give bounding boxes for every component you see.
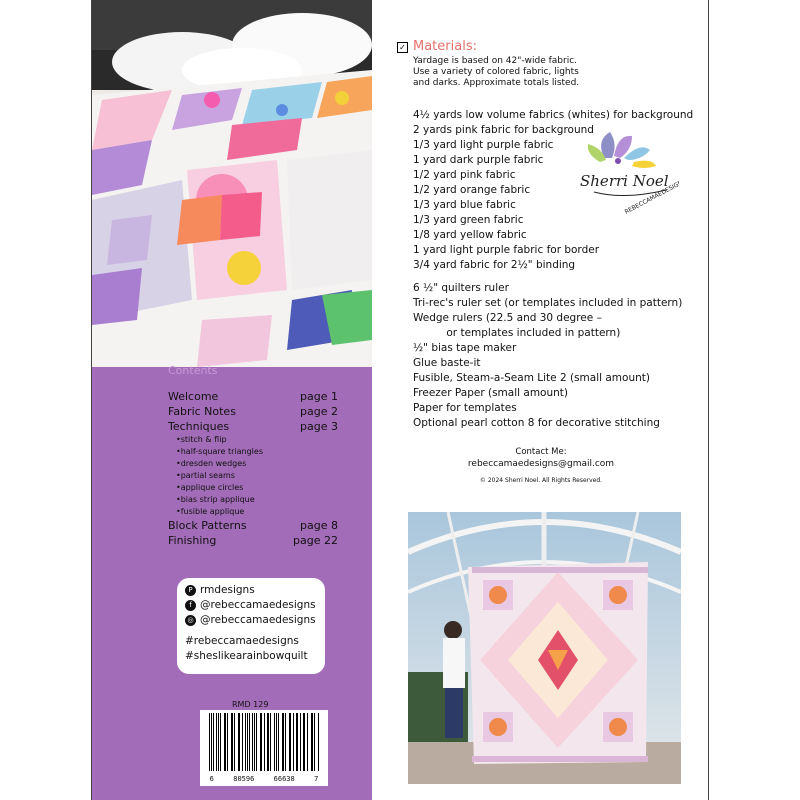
instagram-handle: @rebeccamaedesigns <box>200 614 316 626</box>
fabric-item: 1/3 yard green fabric <box>413 214 524 226</box>
contents-heading: Contents <box>168 364 218 377</box>
barcode-bar <box>274 713 275 771</box>
tool-item: or templates included in pattern) <box>413 327 621 339</box>
fabric-item: 1 yard dark purple fabric <box>413 154 544 166</box>
fabric-item: 1/8 yard yellow fabric <box>413 229 527 241</box>
toc-subitem: •applique circles <box>176 483 244 492</box>
toc-label: Welcome <box>168 390 219 403</box>
barcode-bar <box>234 713 235 771</box>
fabric-item: 1/2 yard pink fabric <box>413 169 516 181</box>
barcode-bar <box>307 713 308 771</box>
pinterest-handle: rmdesigns <box>200 584 255 596</box>
tool-item: Tri-rec's ruler set (or templates included in pattern) <box>413 297 683 309</box>
toc-label: Finishing <box>168 534 217 547</box>
barcode-bar <box>256 713 257 771</box>
barcode-bar <box>285 713 286 771</box>
toc-row <box>168 404 338 419</box>
tool-item: Fusible, Steam-a-Seam Lite 2 (small amount) <box>413 372 650 384</box>
instagram-row <box>185 613 317 628</box>
toc-page: page 1 <box>300 390 338 403</box>
fabric-item: 3/4 yard fabric for 2½" binding <box>413 259 576 271</box>
tool-item: ½" bias tape maker <box>413 342 517 354</box>
barcode-digit: 66638 <box>273 775 295 783</box>
toc-row <box>168 518 338 533</box>
toc-row <box>168 419 338 434</box>
tool-item: Wedge rulers (22.5 and 30 degree – <box>413 312 602 324</box>
fabric-item: 2 yards pink fabric for background <box>413 124 594 136</box>
toc-subitem: •partial seams <box>176 471 235 480</box>
fabric-item: 1/3 yard light purple fabric <box>413 139 554 151</box>
materials-note-line: Yardage is based on 42"-wide fabric. <box>413 56 578 66</box>
pinterest-icon: P <box>185 585 196 596</box>
barcode-bar <box>242 713 243 771</box>
instagram-icon: ◎ <box>185 615 196 626</box>
toc-subitem: •bias strip applique <box>176 495 255 504</box>
fabric-item: 1/3 yard blue fabric <box>413 199 516 211</box>
toc-page: page 3 <box>300 420 338 433</box>
facebook-icon: f <box>185 600 196 611</box>
barcode-bar <box>252 713 253 771</box>
barcode-bar <box>209 713 210 771</box>
barcode-bar <box>311 713 312 771</box>
materials-note-line: and darks. Approximate totals listed. <box>413 78 580 88</box>
barcode-bar <box>270 713 271 771</box>
fabric-item: 4½ yards low volume fabrics (whites) for background <box>413 109 694 121</box>
barcode-bar <box>218 713 219 771</box>
tools-list <box>413 281 708 431</box>
toc-page: page 22 <box>293 534 338 547</box>
product-code: RMD 129 <box>232 700 269 709</box>
table-of-contents <box>168 389 338 548</box>
toc-label: Block Patterns <box>168 519 247 532</box>
barcode-bar <box>300 713 301 771</box>
barcode-digit: 80596 <box>233 775 255 783</box>
barcode-bar <box>297 713 298 771</box>
barcode-bar <box>261 713 262 771</box>
barcode-digit: 7 <box>314 775 319 783</box>
hashtags <box>185 634 317 664</box>
fabric-item: 1 yard light purple fabric for border <box>413 244 600 256</box>
barcode-bar <box>290 713 291 771</box>
barcode-bar <box>216 713 217 771</box>
toc-page: page 2 <box>300 405 338 418</box>
checkbox-icon: ✓ <box>397 42 408 53</box>
toc-subitem: •dresden wedges <box>176 459 247 468</box>
sherri-noel-logo <box>574 128 679 220</box>
toc-label: Techniques <box>168 420 230 433</box>
toc-label: Fabric Notes <box>168 405 236 418</box>
contact-label: Contact Me: <box>515 447 567 457</box>
left-sidebar <box>92 0 372 800</box>
toc-row <box>168 389 338 404</box>
tool-item: Optional pearl cotton 8 for decorative stitching <box>413 417 660 429</box>
barcode-bar <box>318 713 319 771</box>
logo-site: REBECCAMAEDESIGNS.COM <box>623 169 679 216</box>
copyright: © 2024 Sherri Noel. All Rights Reserved. <box>479 477 603 484</box>
toc-subitem: •half-square triangles <box>176 447 263 456</box>
pattern-back-cover <box>91 0 709 800</box>
materials-heading: Materials: <box>413 39 477 54</box>
toc-row <box>168 533 338 548</box>
barcode <box>200 710 328 786</box>
barcode-bars <box>209 713 319 771</box>
materials-note <box>413 56 583 89</box>
barcode-bar <box>278 713 279 771</box>
hashtag: #sheslikearainbowquilt <box>185 650 308 662</box>
logo-name: Sherri Noel <box>580 172 669 190</box>
toc-subitem: •stitch & flip <box>176 435 227 444</box>
quilt-display-photo <box>408 512 681 784</box>
tool-item: Glue baste-it <box>413 357 481 369</box>
tool-item: Paper for templates <box>413 402 517 414</box>
toc-page: page 8 <box>300 519 338 532</box>
facebook-row <box>185 598 317 613</box>
contact-email[interactable]: rebeccamaedesigns@gmail.com <box>467 459 615 469</box>
barcode-bar <box>231 713 232 771</box>
barcode-digits <box>200 775 328 783</box>
right-content <box>372 0 709 800</box>
barcode-digit: 6 <box>209 775 214 783</box>
barcode-bar <box>249 713 250 771</box>
hashtag: #rebeccamaedesigns <box>185 635 299 647</box>
materials-note-line: Use a variety of colored fabric, lights <box>413 67 579 77</box>
pinterest-row <box>185 583 317 598</box>
tool-item: 6 ½" quilters ruler <box>413 282 509 294</box>
fabric-item: 1/2 yard orange fabric <box>413 184 531 196</box>
tool-item: Freezer Paper (small amount) <box>413 387 568 399</box>
facebook-handle: @rebeccamaedesigns <box>200 599 316 611</box>
toc-subitem: •fusible applique <box>176 507 245 516</box>
quilt-on-bed-photo <box>92 0 372 367</box>
barcode-bar <box>227 713 228 771</box>
social-media-box <box>177 578 325 674</box>
